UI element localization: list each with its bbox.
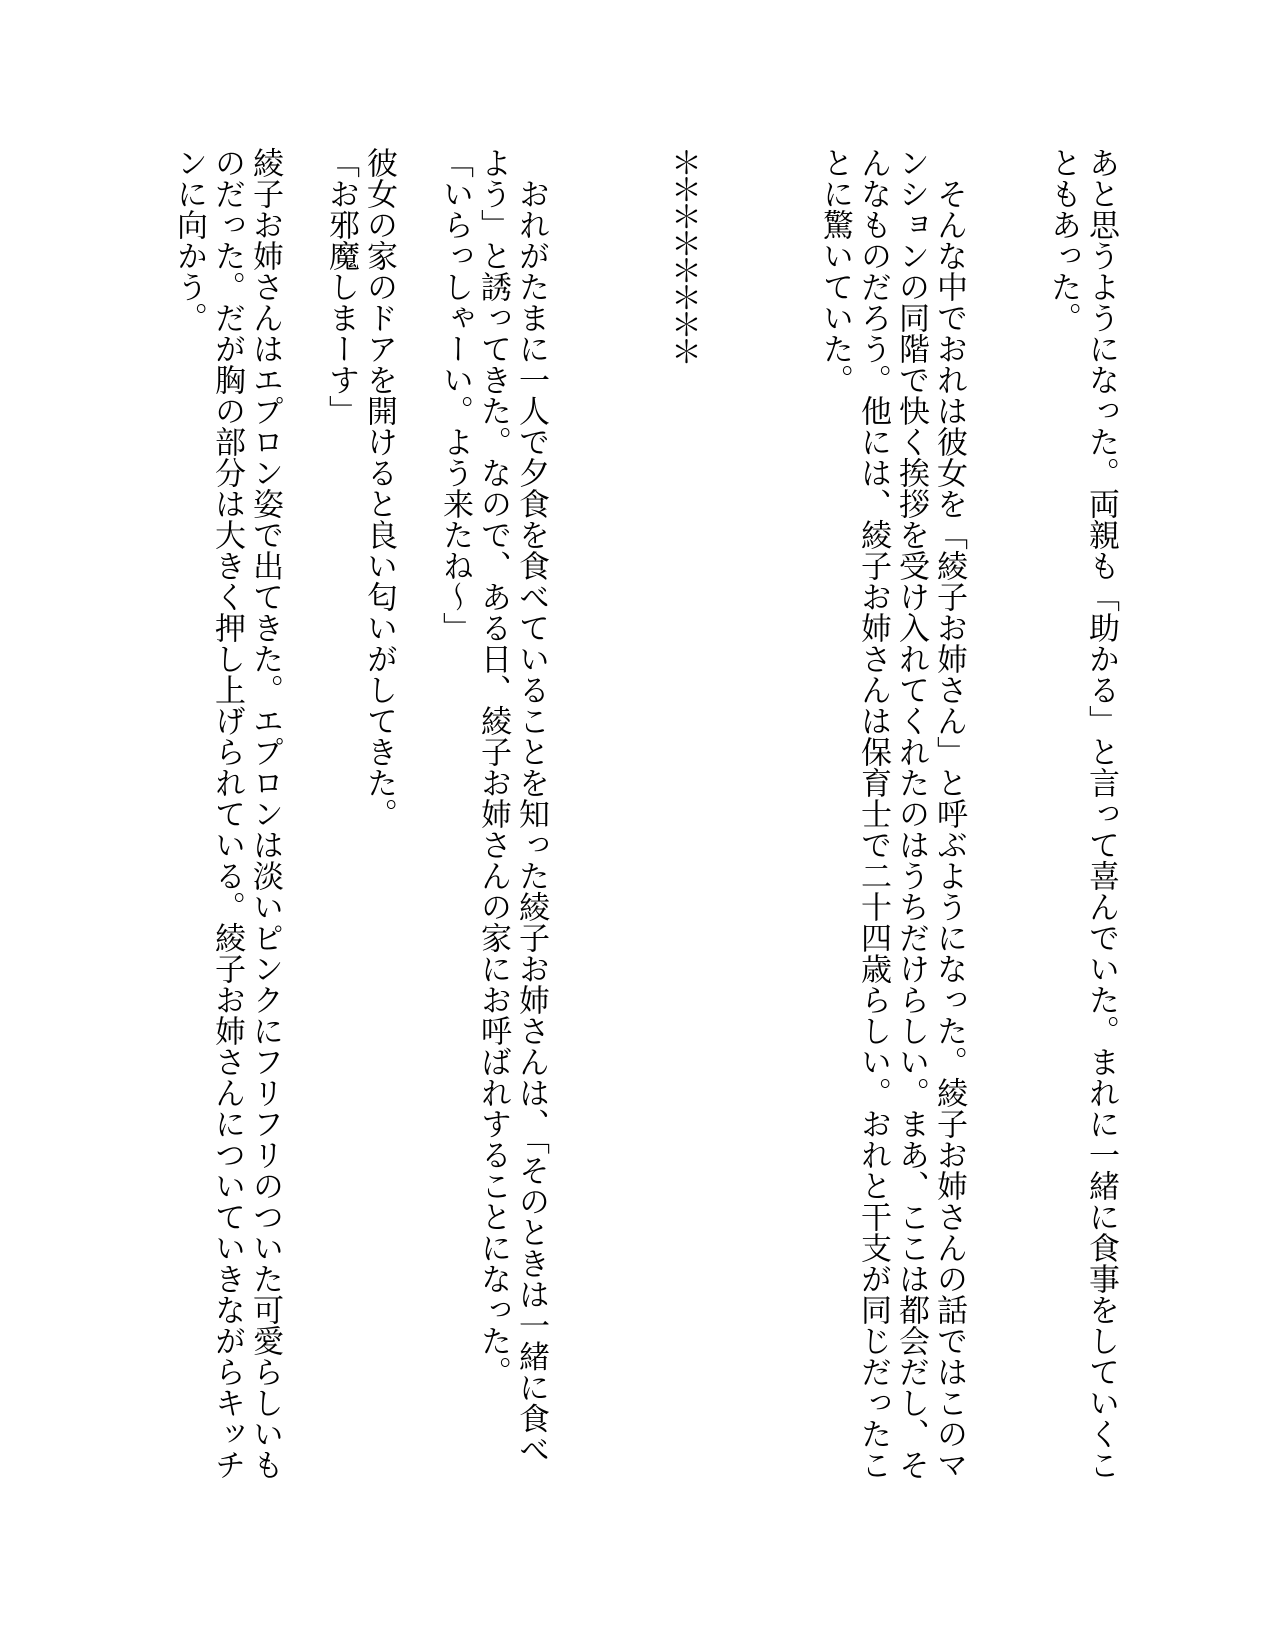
text-line: よう」と誘ってきた。なので、ある日、綾子お姉さんの家にお呼ばれすることになった。 <box>476 147 511 1387</box>
paragraph-3 <box>436 147 550 1519</box>
text-line: のだった。だが胸の部分は大きく押し上げられている。綾子お姉さんについていきながらキッチ <box>210 147 245 1480</box>
asterisk-divider: ＊＊＊＊＊＊＊＊ <box>666 147 701 363</box>
text-line: んなものだろう。他には、綾子お姉さんは保育士で二十四歳らしい。おれと干支が同じだったこ <box>856 147 891 1480</box>
text-line: とに驚いていた。 <box>818 147 853 395</box>
text-line: あと思うようになった。両親も「助かる」と言って喜んでいた。まれに一緒に食事をしていくこ <box>1084 147 1119 1480</box>
text-line: おれがたまに一人で夕食を食べていることを知った綾子お姉さんは、「そのときは一緒に食べ <box>514 147 549 1465</box>
paragraph-4 <box>322 147 398 1519</box>
dialogue-line: 「いらっしゃーい。よう来たね～」 <box>438 147 473 643</box>
dialogue-line: 「お邪魔しまーす」 <box>324 147 359 426</box>
text-line: ンションの同階で快く挨拶を受け入れてくれたのはうちだけらしい。まあ、ここは都会だし、そ <box>894 147 929 1480</box>
text-line: ともあった。 <box>1046 147 1081 333</box>
paragraph-1 <box>1044 147 1120 1519</box>
vertical-text-page <box>170 147 1120 1519</box>
text-line: 綾子お姉さんはエプロン姿で出てきた。エプロンは淡いピンクにフリフリのついた可愛らしいも <box>248 147 283 1480</box>
paragraph-2 <box>816 147 968 1519</box>
text-line: ンに向かう。 <box>172 147 207 333</box>
section-divider <box>664 147 702 1519</box>
text-line: 彼女の家のドアを開けると良い匂いがしてきた。 <box>362 147 397 829</box>
text-line: そんな中でおれは彼女を「綾子お姉さん」と呼ぶようになった。綾子お姉さんの話ではこのマ <box>932 147 967 1480</box>
paragraph-5 <box>170 147 284 1519</box>
